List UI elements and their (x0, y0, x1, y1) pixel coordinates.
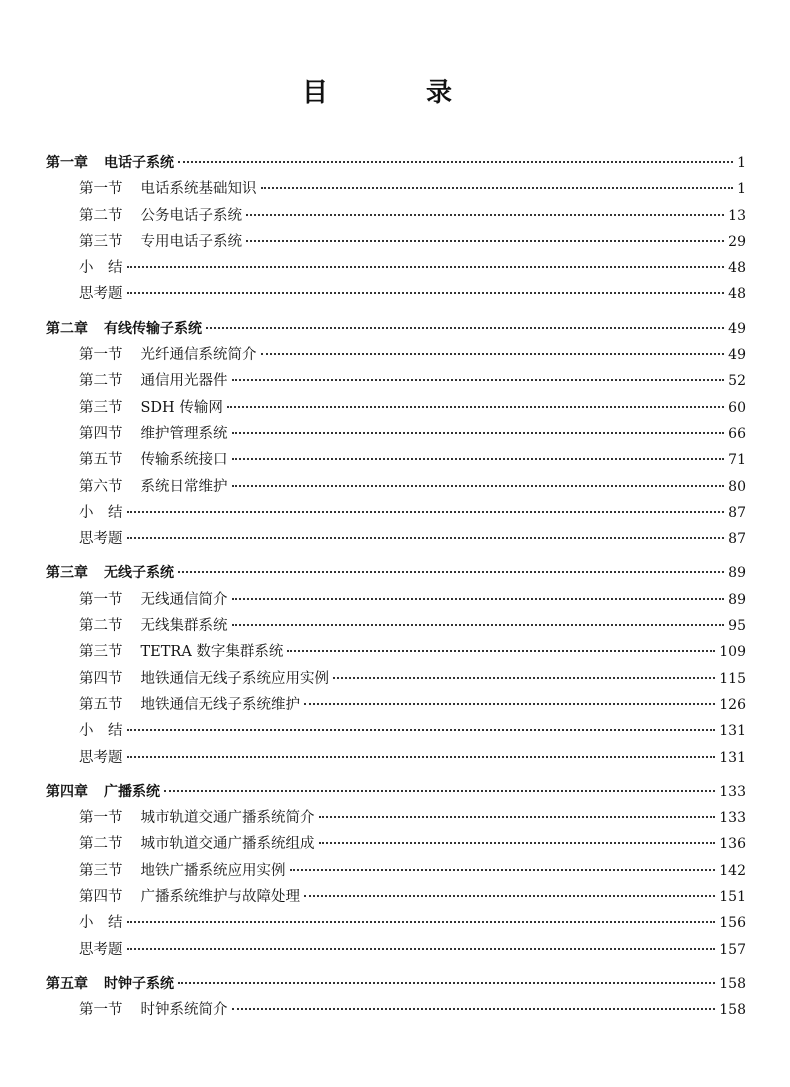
toc-section-entry[interactable] (46, 805, 746, 831)
chapter-title: 无线子系统 (104, 565, 174, 582)
toc-section-entry[interactable] (46, 587, 746, 613)
dot-leader (333, 676, 715, 679)
toc-section-entry[interactable] (46, 831, 746, 857)
dot-leader (178, 160, 733, 163)
section-label (79, 229, 242, 255)
dot-leader (178, 981, 715, 984)
section-label (79, 500, 123, 526)
section-page-number: 156 (719, 915, 746, 932)
section-number: 第四节 (79, 670, 123, 687)
chapter-label (46, 316, 202, 342)
section-label (79, 639, 283, 665)
dot-leader (232, 623, 725, 626)
section-number: 小 结 (79, 260, 123, 277)
toc-section-entry[interactable] (46, 255, 746, 281)
chapter-title: 时钟子系统 (104, 975, 174, 992)
dot-leader (127, 510, 725, 513)
section-number: 第二节 (79, 207, 123, 224)
section-title: 光纤通信系统简介 (140, 347, 257, 364)
section-label (79, 447, 228, 473)
section-page-number: 71 (728, 452, 746, 469)
section-number: 第三节 (79, 233, 123, 250)
section-page-number: 13 (728, 207, 746, 224)
chapter-label (46, 779, 160, 805)
section-number: 第二节 (79, 373, 123, 390)
toc-section-entry[interactable] (46, 718, 746, 744)
section-number: 小 结 (79, 915, 123, 932)
section-page-number: 95 (728, 618, 746, 635)
section-label (79, 884, 300, 910)
section-label (79, 281, 123, 307)
toc-section-entry[interactable] (46, 745, 746, 771)
section-label (79, 666, 329, 692)
page-title: 目 录 (301, 78, 488, 108)
section-number: 第一节 (79, 347, 123, 364)
section-number: 小 结 (79, 504, 123, 521)
toc-chapter (46, 316, 746, 553)
section-title: SDH 传输网 (140, 399, 223, 416)
dot-leader (127, 947, 716, 950)
dot-leader (127, 920, 716, 923)
section-number: 第四节 (79, 425, 123, 442)
dot-leader (127, 536, 725, 539)
section-label (79, 910, 123, 936)
toc-chapter (46, 150, 746, 308)
section-label (79, 255, 123, 281)
section-number: 第六节 (79, 478, 123, 495)
section-title: 专用电话子系统 (140, 233, 242, 250)
section-label (79, 745, 123, 771)
toc-section-entry[interactable] (46, 666, 746, 692)
section-page-number: 131 (719, 723, 746, 740)
toc-chapter-entry[interactable] (46, 316, 746, 342)
section-title: 无线集群系统 (140, 618, 228, 635)
section-label (79, 176, 257, 202)
section-title: 城市轨道交通广播系统简介 (140, 810, 315, 827)
dot-leader (287, 649, 715, 652)
toc-section-entry[interactable] (46, 910, 746, 936)
toc-section-entry[interactable] (46, 858, 746, 884)
toc-section-entry[interactable] (46, 176, 746, 202)
dot-leader (232, 457, 725, 460)
section-number: 思考题 (79, 531, 123, 548)
toc-chapter (46, 971, 746, 1024)
toc-section-entry[interactable] (46, 884, 746, 910)
section-title: 通信用光器件 (140, 373, 228, 390)
section-number: 第三节 (79, 399, 123, 416)
section-page-number: 157 (719, 941, 746, 958)
section-number: 第三节 (79, 862, 123, 879)
chapter-label (46, 150, 174, 176)
section-title: TETRA 数字集群系统 (140, 644, 284, 661)
section-page-number: 131 (719, 749, 746, 766)
toc-chapter (46, 779, 746, 963)
section-page-number: 115 (719, 670, 746, 687)
section-page-number: 1 (737, 181, 746, 198)
chapter-title: 电话子系统 (104, 155, 174, 171)
chapter-number: 第三章 (46, 565, 88, 582)
section-number: 第一节 (79, 1002, 123, 1019)
section-page-number: 29 (728, 233, 746, 250)
toc-chapter-entry[interactable] (46, 560, 746, 586)
section-number: 思考题 (79, 941, 123, 958)
chapter-number: 第四章 (46, 783, 88, 800)
chapter-page-number: 49 (728, 320, 746, 337)
section-page-number: 48 (728, 286, 746, 303)
section-title: 广播系统维护与故障处理 (140, 889, 300, 906)
section-label (79, 368, 228, 394)
section-label (79, 526, 123, 552)
section-label (79, 613, 228, 639)
table-of-contents (46, 150, 746, 1032)
dot-leader (319, 841, 716, 844)
dot-leader (246, 239, 724, 242)
dot-leader (232, 484, 725, 487)
toc-section-entry[interactable] (46, 281, 746, 307)
dot-leader (232, 597, 725, 600)
toc-chapter-entry[interactable] (46, 971, 746, 997)
dot-leader (178, 570, 724, 573)
chapter-page-number: 158 (719, 975, 746, 992)
section-number: 第五节 (79, 452, 123, 469)
chapter-page-number: 1 (737, 155, 746, 171)
section-page-number: 89 (728, 591, 746, 608)
section-page-number: 80 (728, 478, 746, 495)
toc-section-entry[interactable] (46, 937, 746, 963)
section-label (79, 587, 228, 613)
dot-leader (261, 186, 734, 189)
section-number: 第一节 (79, 591, 123, 608)
dot-leader (246, 213, 724, 216)
section-page-number: 87 (728, 531, 746, 548)
section-number: 思考题 (79, 749, 123, 766)
section-label (79, 203, 242, 229)
toc-section-entry[interactable] (46, 342, 746, 368)
section-number: 小 结 (79, 723, 123, 740)
chapter-number: 第一章 (46, 155, 88, 171)
section-page-number: 158 (719, 1002, 746, 1019)
section-label (79, 831, 315, 857)
toc-section-entry[interactable] (46, 692, 746, 718)
section-title: 城市轨道交通广播系统组成 (140, 836, 315, 853)
section-label (79, 474, 228, 500)
toc-section-entry[interactable] (46, 613, 746, 639)
section-label (79, 805, 315, 831)
toc-section-entry[interactable] (46, 229, 746, 255)
section-page-number: 151 (719, 889, 746, 906)
section-title: 电话系统基础知识 (140, 181, 257, 198)
toc-section-entry[interactable] (46, 203, 746, 229)
chapter-page-number: 133 (719, 783, 746, 800)
section-title: 地铁通信无线子系统应用实例 (140, 670, 329, 687)
toc-section-entry[interactable] (46, 639, 746, 665)
dot-leader (127, 265, 725, 268)
section-title: 系统日常维护 (140, 478, 228, 495)
section-title: 传输系统接口 (140, 452, 228, 469)
chapter-title: 广播系统 (104, 783, 160, 800)
section-label (79, 342, 257, 368)
section-label (79, 858, 286, 884)
section-label (79, 937, 123, 963)
dot-leader (232, 378, 725, 381)
section-number: 第四节 (79, 889, 123, 906)
section-page-number: 52 (728, 373, 746, 390)
dot-leader (304, 894, 715, 897)
toc-chapter-entry[interactable] (46, 150, 746, 176)
dot-leader (290, 868, 716, 871)
section-title: 时钟系统简介 (140, 1002, 228, 1019)
dot-leader (232, 431, 725, 434)
section-number: 第二节 (79, 618, 123, 635)
section-number: 第三节 (79, 644, 123, 661)
section-page-number: 126 (719, 696, 746, 713)
section-page-number: 60 (728, 399, 746, 416)
dot-leader (227, 405, 724, 408)
chapter-label (46, 971, 174, 997)
section-label (79, 718, 123, 744)
section-page-number: 87 (728, 504, 746, 521)
section-label (79, 997, 228, 1023)
toc-section-entry[interactable] (46, 368, 746, 394)
section-number: 第一节 (79, 810, 123, 827)
dot-leader (127, 728, 716, 731)
section-page-number: 49 (728, 347, 746, 364)
chapter-number: 第二章 (46, 320, 88, 337)
section-title: 地铁广播系统应用实例 (140, 862, 286, 879)
section-page-number: 48 (728, 260, 746, 277)
section-number: 第二节 (79, 836, 123, 853)
section-title: 地铁通信无线子系统维护 (140, 696, 300, 713)
dot-leader (206, 326, 724, 329)
toc-section-entry[interactable] (46, 395, 746, 421)
section-number: 思考题 (79, 286, 123, 303)
dot-leader (164, 789, 715, 792)
section-page-number: 133 (719, 810, 746, 827)
toc-section-entry[interactable] (46, 447, 746, 473)
chapter-title: 有线传输子系统 (104, 320, 202, 337)
section-page-number: 136 (719, 836, 746, 853)
section-title: 无线通信简介 (140, 591, 228, 608)
dot-leader (127, 291, 725, 294)
chapter-page-number: 89 (728, 565, 746, 582)
section-label (79, 395, 223, 421)
section-number: 第一节 (79, 181, 123, 198)
toc-section-entry[interactable] (46, 997, 746, 1023)
dot-leader (261, 352, 725, 355)
toc-section-entry[interactable] (46, 500, 746, 526)
dot-leader (232, 1007, 716, 1010)
section-page-number: 66 (728, 425, 746, 442)
toc-section-entry[interactable] (46, 421, 746, 447)
section-label (79, 421, 228, 447)
toc-chapter (46, 560, 746, 770)
toc-section-entry[interactable] (46, 526, 746, 552)
dot-leader (304, 702, 715, 705)
dot-leader (319, 815, 716, 818)
section-label (79, 692, 300, 718)
section-title: 公务电话子系统 (140, 207, 242, 224)
section-title: 维护管理系统 (140, 425, 228, 442)
chapter-number: 第五章 (46, 975, 88, 992)
toc-section-entry[interactable] (46, 474, 746, 500)
section-number: 第五节 (79, 696, 123, 713)
section-page-number: 142 (719, 862, 746, 879)
chapter-label (46, 560, 174, 586)
toc-chapter-entry[interactable] (46, 779, 746, 805)
section-page-number: 109 (719, 644, 746, 661)
dot-leader (127, 755, 716, 758)
